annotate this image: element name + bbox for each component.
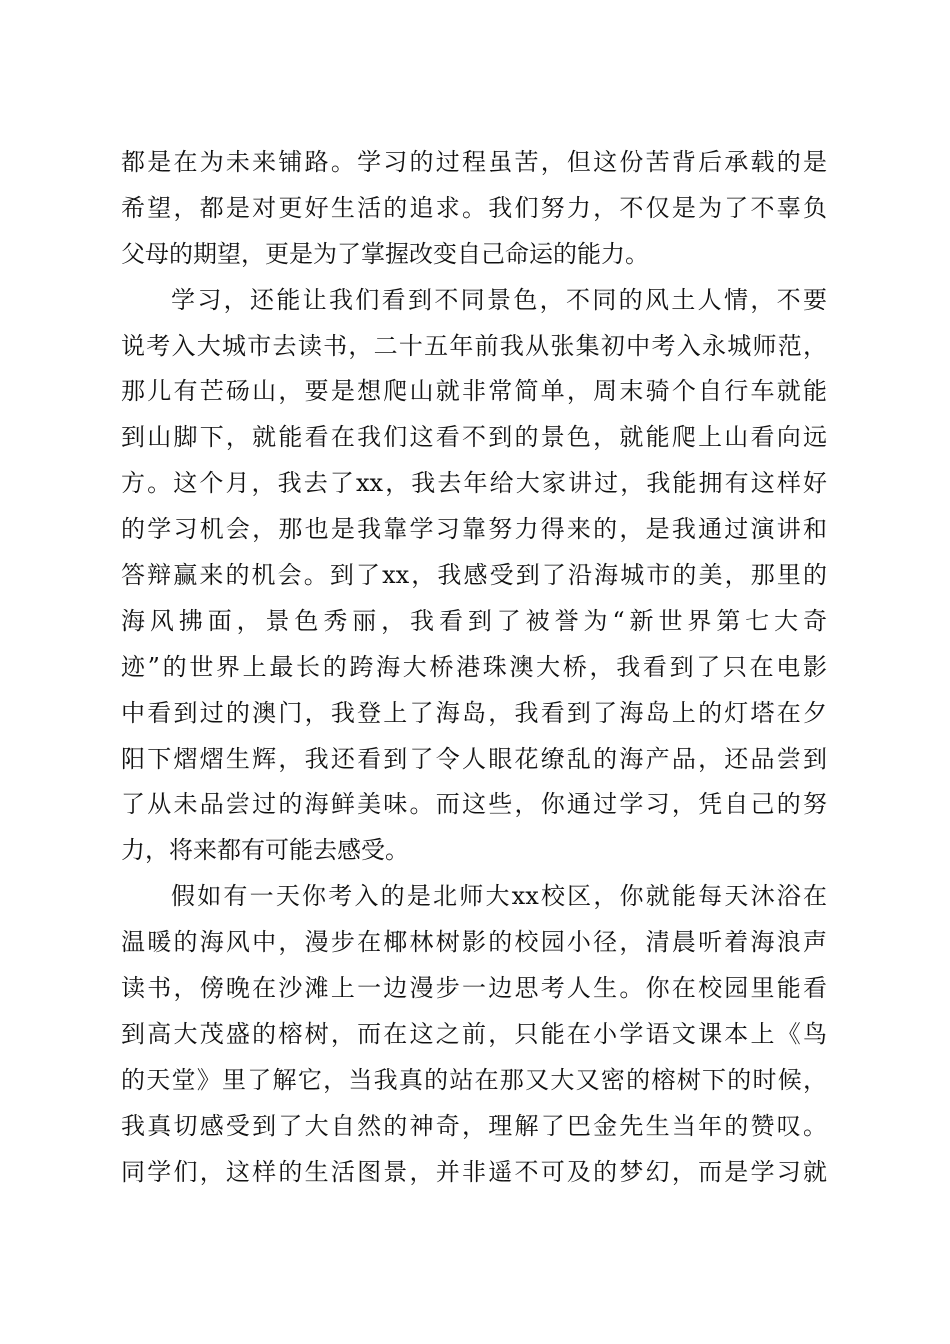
text-line: 中看到过的澳门，我登上了海岛，我看到了海岛上的灯塔在夕 (121, 698, 827, 727)
text-line: 到山脚下，就能看在我们这看不到的景色，就能爬上山看向远 (121, 423, 827, 452)
text-line: 我真切感受到了大自然的神奇，理解了巴金先生当年的赞叹。 (121, 1111, 827, 1140)
text-line: 的学习机会，那也是我靠学习靠努力得来的，是我通过演讲和 (121, 515, 827, 544)
paragraph-1 (121, 140, 827, 278)
text-line: 的天堂》里了解它，当我真的站在那又大又密的榕树下的时候， (121, 1065, 827, 1094)
text-line: 到高大茂盛的榕树，而在这之前，只能在小学语文课本上《鸟 (121, 1019, 827, 1048)
text-line: 学习，还能让我们看到不同景色，不同的风土人情，不要 (171, 285, 827, 314)
text-line: 假如有一天你考入的是北师大xx校区，你就能每天沐浴在 (171, 882, 827, 911)
paragraph-3 (121, 874, 827, 1195)
text-line: 读书，傍晚在沙滩上一边漫步一边思考人生。你在校园里能看 (121, 974, 827, 1003)
text-line: 希望，都是对更好生活的追求。我们努力，不仅是为了不辜负 (121, 193, 827, 222)
text-line: 父母的期望，更是为了掌握改变自己命运的能力。 (121, 239, 649, 268)
text-line: 说考入大城市去读书，二十五年前我从张集初中考入永城师范， (121, 331, 827, 360)
text-line: 海风拂面，景色秀丽，我看到了被誉为“新世界第七大奇 (121, 606, 827, 635)
text-line: 了从未品尝过的海鲜美味。而这些，你通过学习，凭自己的努 (121, 790, 827, 819)
paragraph-2 (121, 278, 827, 875)
text-line: 迹”的世界上最长的跨海大桥港珠澳大桥，我看到了只在电影 (121, 652, 827, 681)
text-line: 那儿有芒砀山，要是想爬山就非常简单，周末骑个自行车就能 (121, 377, 827, 406)
text-line: 力，将来都有可能去感受。 (121, 836, 409, 865)
text-line: 答辩赢来的机会。到了xx，我感受到了沿海城市的美，那里的 (121, 561, 827, 590)
text-line: 温暖的海风中，漫步在椰林树影的校园小径，清晨听着海浪声 (121, 928, 827, 957)
text-line: 方。这个月，我去了xx，我去年给大家讲过，我能拥有这样好 (121, 469, 827, 498)
text-line: 阳下熠熠生辉，我还看到了令人眼花缭乱的海产品，还品尝到 (121, 744, 827, 773)
text-line: 都是在为未来铺路。学习的过程虽苦，但这份苦背后承载的是 (121, 148, 827, 176)
text-line: 同学们，这样的生活图景，并非遥不可及的梦幻，而是学习就 (121, 1157, 827, 1186)
document-body (121, 140, 827, 1195)
